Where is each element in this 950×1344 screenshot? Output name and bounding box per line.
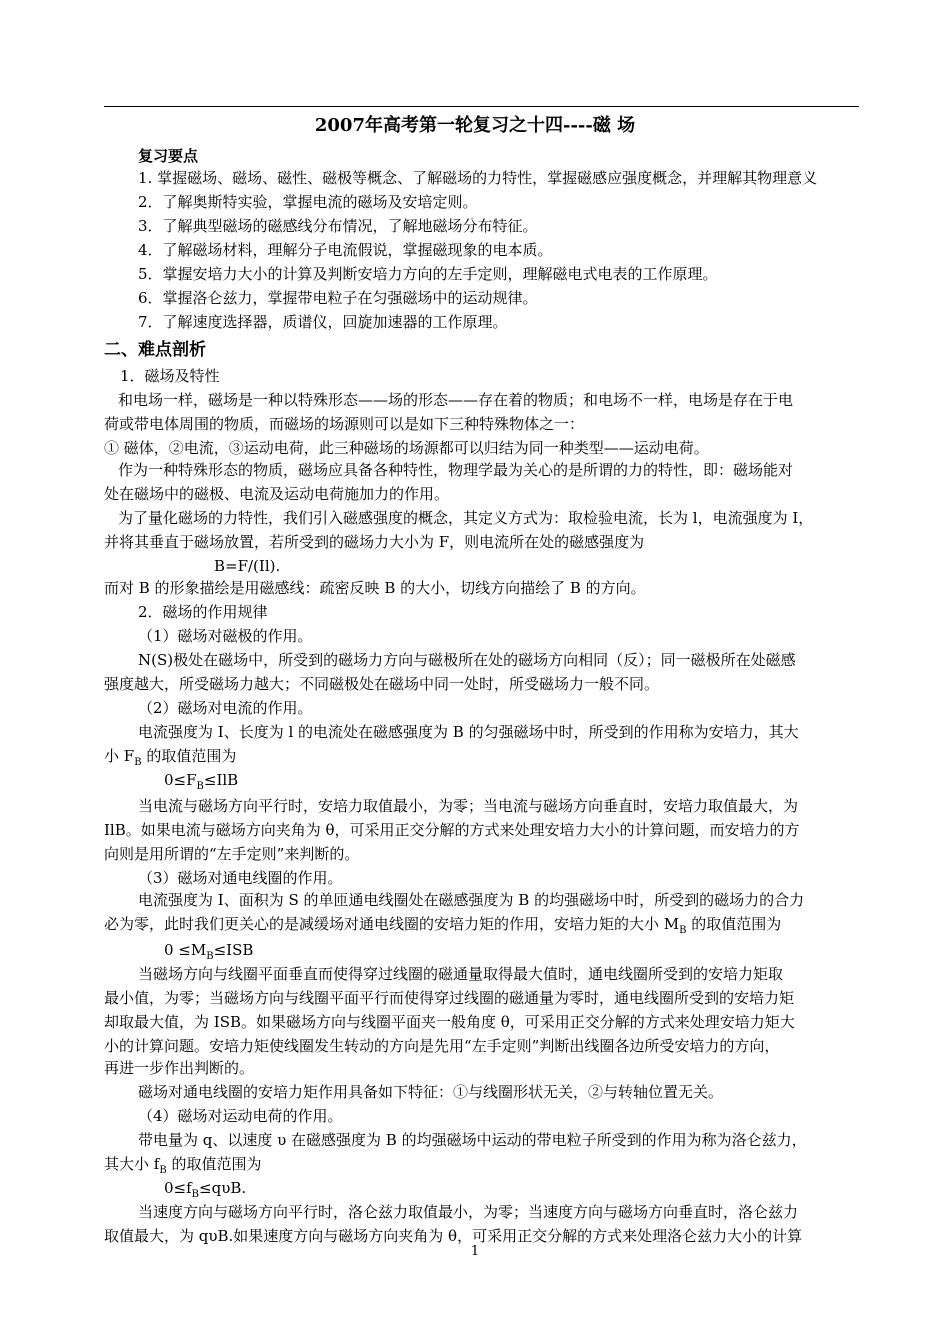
text-line: 1. 掌握磁场、磁场、磁性、磁极等概念、了解磁场的力特性，掌握磁感应强度概念，并理解其物理意义	[138, 169, 818, 187]
text-line: IlB。如果电流与磁场方向夹角为 θ，可采用正交分解的方式来处理安培力大小的计算问题，而安培力的方	[104, 821, 800, 839]
page-number: 1	[470, 1244, 480, 1259]
text-line: 必为零，此时我们更关心的是减缓场对通电线圈的安培力矩的作用，安培力矩的大小 $M_B$ 的取值范围为	[104, 915, 782, 936]
text-line: $0\le F_B\le IlB$	[164, 771, 239, 792]
text-line: 其大小 $f_B$ 的取值范围为	[104, 1155, 262, 1176]
text-line: 电流强度为 I、面积为 S 的单匝通电线圈处在磁感强度为 B 的均强磁场中时，所受到的磁场力的合力	[138, 891, 805, 909]
text-line: （4）磁场对运动电荷的作用。	[138, 1107, 343, 1125]
text-line: 作为一种特殊形态的物质，磁场应具备各种特性，物理学最为关心的是所谓的力的特性，即：磁场能对	[118, 461, 794, 479]
text-line: 2．磁场的作用规律	[138, 603, 268, 621]
text-line: （3）磁场对通电线圈的作用。	[138, 869, 343, 887]
text-line: N(S)极处在磁场中，所受到的磁场力方向与磁极所在处的磁场方向相同（反）；同一磁极所在处磁感	[138, 651, 796, 669]
text-line: 却取最大值，为 ISB。如果磁场方向与线圈平面夹一般角度 θ，可采用正交分解的方式来处理安培力矩大	[104, 1013, 795, 1031]
text-line: ① 磁体，②电流，③运动电荷，此三种磁场的场源都可以归结为同一种类型——运动电荷。	[104, 439, 709, 457]
text-line: 2．了解奥斯特实验，掌握电流的磁场及安培定则。	[138, 193, 478, 211]
text-line: （1）磁场对磁极的作用。	[138, 627, 313, 645]
text-line: 当电流与磁场方向平行时，安培力取值最小，为零；当电流与磁场方向垂直时，安培力取值最大，为	[138, 797, 799, 815]
text-line: 为了量化磁场的力特性，我们引入磁感强度的概念，其定义方式为：取检验电流，长为 l，电流强度为 I，	[118, 509, 814, 527]
text-line: 向则是用所谓的“左手定则”来判断的。	[104, 845, 360, 863]
text-line: B=F/(Il).	[214, 557, 281, 575]
text-line: 小的计算问题。安培力矩使线圈发生转动的方向是先用“左手定则”判断出线圈各边所受安培力的方向，	[104, 1037, 780, 1055]
text-line: 4．了解磁场材料，理解分子电流假说，掌握磁现象的电本质。	[138, 241, 553, 259]
text-line: $0 \le M_B\le ISB$	[164, 941, 254, 962]
text-line: 取值最大，为 qυB.如果速度方向与磁场方向夹角为 θ，可采用正交分解的方式来处理洛仑兹力大小的计算	[104, 1227, 803, 1245]
text-line: 处在磁场中的磁极、电流及运动电荷施加力的作用。	[104, 485, 450, 503]
text-line: 二、难点剖析	[104, 340, 206, 360]
page-title: 2007年高考第一轮复习之十四----磁 场	[314, 115, 636, 136]
text-line: 荷或带电体周围的物质，而磁场的场源则可以是如下三种特殊物体之一：	[104, 415, 585, 433]
header-rule	[104, 106, 859, 107]
text-line: 当速度方向与磁场方向平行时，洛仑兹力取值最小，为零；当速度方向与磁场方向垂直时，洛仑兹力	[138, 1203, 799, 1221]
text-line: 并将其垂直于磁场放置，若所受到的磁场力大小为 F，则电流所在处的磁感强度为	[104, 533, 645, 551]
text-line: 而对 B 的形象描绘是用磁感线：疏密反映 B 的大小，切线方向描绘了 B 的方向。	[104, 579, 646, 597]
text-line: 带电量为 q、以速度 υ 在磁感强度为 B 的均强磁场中运动的带电粒子所受到的作用为称为洛仑兹力，	[138, 1131, 807, 1149]
text-line: 6．掌握洛仑兹力，掌握带电粒子在匀强磁场中的运动规律。	[138, 289, 538, 307]
text-line: 1．磁场及特性	[120, 367, 220, 385]
text-line: 复习要点	[138, 147, 199, 165]
text-line: 强度越大，所受磁场力越大；不同磁极处在磁场中同一处时，所受磁场力一般不同。	[104, 675, 660, 693]
text-line: 和电场一样，磁场是一种以特殊形态——场的形态——存在着的物质；和电场不一样，电场是存在于电	[118, 391, 794, 409]
text-line: 当磁场方向与线圈平面垂直而使得穿过线圈的磁通量取得最大值时，通电线圈所受到的安培力矩取	[138, 965, 784, 983]
text-line: 最小值，为零；当磁场方向与线圈平面平行而使得穿过线圈的磁通量为零时，通电线圈所受到的安培力矩	[104, 989, 795, 1007]
text-line: 3．了解典型磁场的磁感线分布情况，了解地磁场分布特征。	[138, 217, 538, 235]
text-line: （2）磁场对电流的作用。	[138, 699, 313, 717]
text-line: 电流强度为 I、长度为 l 的电流处在磁感强度为 B 的匀强磁场中时，所受到的作用称为安培力，其大	[138, 723, 799, 741]
text-line: $0\le f_B\le q\upsilon B$.	[164, 1179, 247, 1200]
text-line: 7．了解速度选择器，质谱仪，回旋加速器的工作原理。	[138, 313, 508, 331]
text-line: 小 $F_B$ 的取值范围为	[104, 747, 237, 768]
text-line: 再进一步作出判断的。	[104, 1059, 255, 1077]
text-line: 磁场对通电线圈的安培力矩作用具备如下特征：①与线圈形状无关，②与转轴位置无关。	[138, 1083, 724, 1101]
text-line: 5．掌握安培力大小的计算及判断安培力方向的左手定则，理解磁电式电表的工作原理。	[138, 265, 718, 283]
